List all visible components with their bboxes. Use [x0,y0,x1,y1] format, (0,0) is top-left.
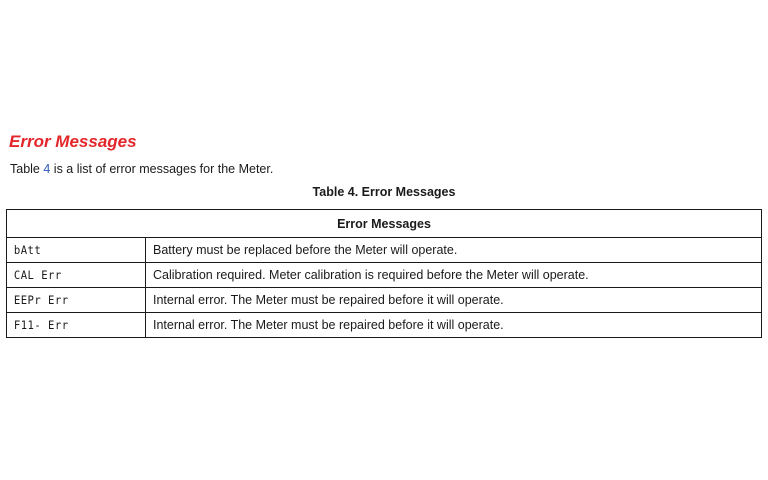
table-row [7,238,762,263]
intro-paragraph [10,162,273,177]
intro-suffix: is a list of error messages for the Meter. [50,162,274,176]
section-heading: Error Messages [9,132,137,151]
table-reference-link[interactable]: 4 [43,162,51,176]
table-row [7,313,762,338]
error-code: F11- Err [7,313,135,338]
error-code: CAL Err [7,263,135,288]
error-description: Battery must be replaced before the Meter will operate. [146,238,762,263]
error-code: EEPr Err [7,288,135,313]
table-header-row [7,210,762,238]
table-header: Error Messages [7,210,762,238]
table-row [7,288,762,313]
error-code: bAtt [7,238,135,263]
table-caption: Table 4. Error Messages [312,185,456,199]
error-description: Calibration required. Meter calibration is required before the Meter will operate. [146,263,762,288]
error-description: Internal error. The Meter must be repaired before it will operate. [146,288,762,313]
error-description: Internal error. The Meter must be repaired before it will operate. [146,313,762,338]
table-row [7,263,762,288]
intro-prefix: Table [10,162,44,176]
error-messages-table [6,209,762,338]
